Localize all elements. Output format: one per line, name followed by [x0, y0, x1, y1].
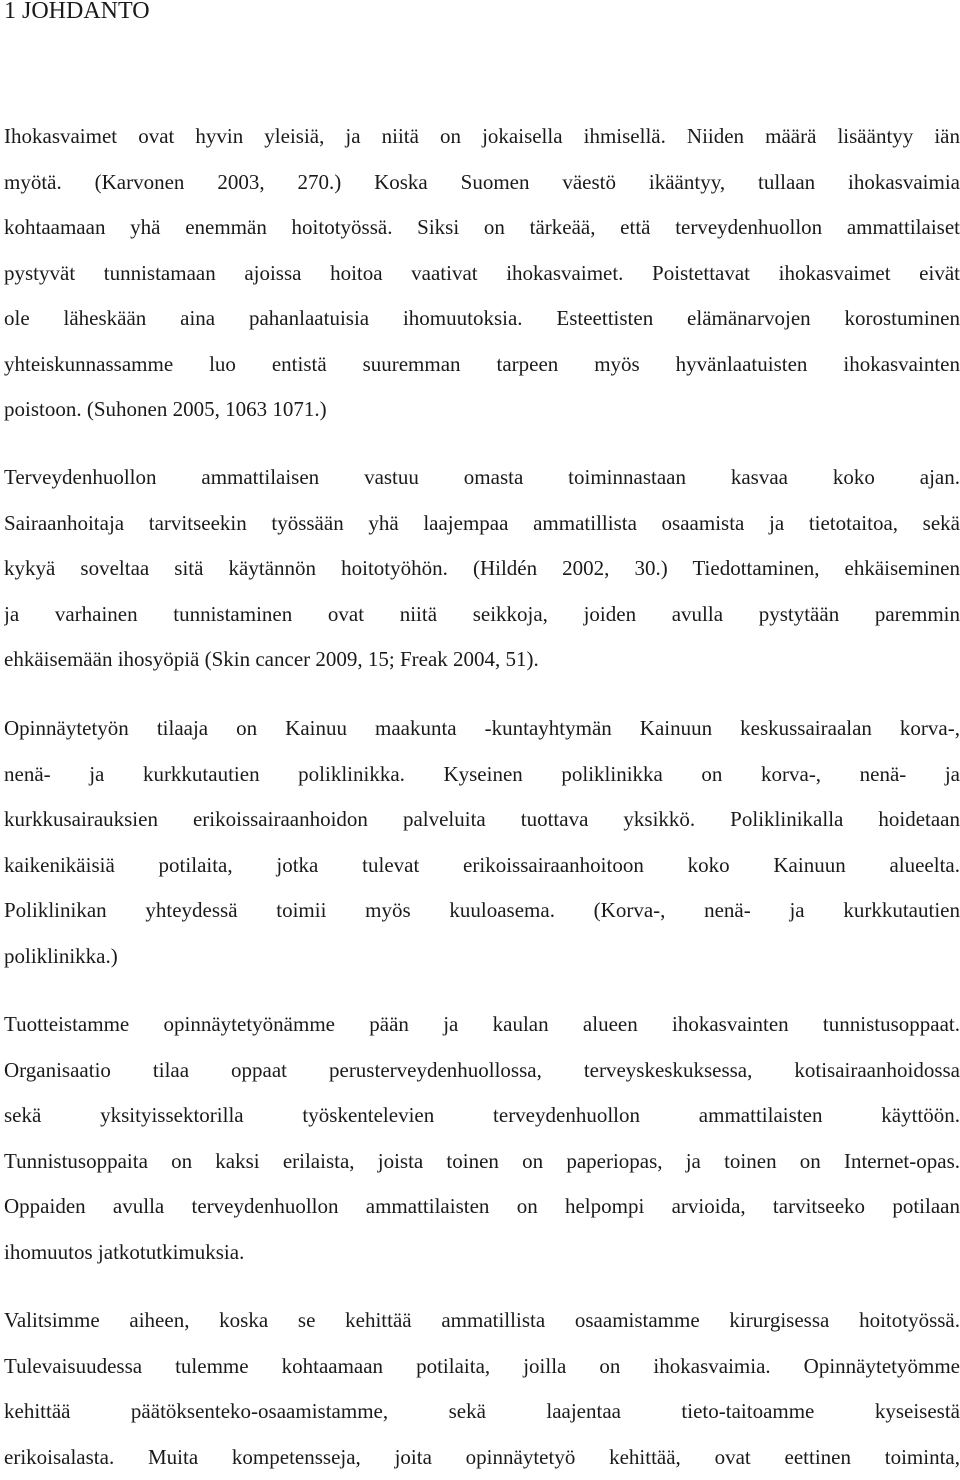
text-line: Valitsimme aiheen, koska se kehittää ammatillista osaamistamme kirurgisessa hoitotyössä.	[4, 1298, 960, 1344]
text-line: nenä- ja kurkkutautien poliklinikka. Kyseinen poliklinikka on korva-, nenä- ja	[4, 752, 960, 798]
text-line: Tuotteistamme opinnäytetyönämme pään ja kaulan alueen ihokasvainten tunnistusoppaat.	[4, 1002, 960, 1048]
text-line: kaikenikäisiä potilaita, jotka tulevat erikoissairaanhoitoon koko Kainuun alueelta.	[4, 843, 960, 889]
paragraph-client	[4, 706, 960, 979]
text-line: ihomuutos jatkotutkimuksia.	[4, 1230, 960, 1276]
text-line: kurkkusairauksien erikoissairaanhoidon palveluita tuottava yksikkö. Poliklinikalla hoidetaan	[4, 797, 960, 843]
paragraph-product	[4, 1002, 960, 1275]
paragraph-intro	[4, 114, 960, 433]
text-line: kehittää päätöksenteko-osaamistamme, sekä laajentaa tieto-taitoamme kyseisestä	[4, 1389, 960, 1435]
paragraph-motivation	[4, 1298, 960, 1480]
text-line: pystyvät tunnistamaan ajoissa hoitoa vaativat ihokasvaimet. Poistettavat ihokasvaimet eivät	[4, 251, 960, 297]
text-line: Tulevaisuudessa tulemme kohtaamaan potilaita, joilla on ihokasvaimia. Opinnäytetyömme	[4, 1344, 960, 1390]
text-line: Terveydenhuollon ammattilaisen vastuu omasta toiminnastaan kasvaa koko ajan.	[4, 455, 960, 501]
text-line: Tunnistusoppaita on kaksi erilaista, joista toinen on paperiopas, ja toinen on Internet-opas.	[4, 1139, 960, 1185]
text-line: Organisaatio tilaa oppaat perusterveydenhuollossa, terveyskeskuksessa, kotisairaanhoidossa	[4, 1048, 960, 1094]
text-line: kykyä soveltaa sitä käytännön hoitotyöhön. (Hildén 2002, 30.) Tiedottaminen, ehkäiseminen	[4, 546, 960, 592]
text-line: ehkäisemään ihosyöpiä (Skin cancer 2009, 15; Freak 2004, 51).	[4, 637, 960, 683]
text-line: sekä yksityissektorilla työskentelevien terveydenhuollon ammattilaisten käyttöön.	[4, 1093, 960, 1139]
text-line: Poliklinikan yhteydessä toimii myös kuuloasema. (Korva-, nenä- ja kurkkutautien	[4, 888, 960, 934]
text-line: erikoisalasta. Muita kompetensseja, joita opinnäytetyö kehittää, ovat eettinen toiminta,	[4, 1435, 960, 1480]
text-line: poistoon. (Suhonen 2005, 1063 1071.)	[4, 387, 960, 433]
text-line: kohtaamaan yhä enemmän hoitotyössä. Siksi on tärkeää, että terveydenhuollon ammattilaiset	[4, 205, 960, 251]
text-line: ole läheskään aina pahanlaatuisia ihomuutoksia. Esteettisten elämänarvojen korostuminen	[4, 296, 960, 342]
paragraph-responsibility	[4, 455, 960, 683]
section-heading: 1 JOHDANTO	[4, 0, 150, 28]
text-line: poliklinikka.)	[4, 934, 960, 980]
text-line: myötä. (Karvonen 2003, 270.) Koska Suomen väestö ikääntyy, tullaan ihokasvaimia	[4, 160, 960, 206]
text-line: Sairaanhoitaja tarvitseekin työssään yhä laajempaa ammatillista osaamista ja tietotaitoa, sekä	[4, 501, 960, 547]
text-line: Oppaiden avulla terveydenhuollon ammattilaisten on helpompi arvioida, tarvitseeko potilaan	[4, 1184, 960, 1230]
text-line: ja varhainen tunnistaminen ovat niitä seikkoja, joiden avulla pystytään paremmin	[4, 592, 960, 638]
text-line: Ihokasvaimet ovat hyvin yleisiä, ja niitä on jokaisella ihmisellä. Niiden määrä lisääntyy iän	[4, 114, 960, 160]
text-line: yhteiskunnassamme luo entistä suuremman tarpeen myös hyvänlaatuisten ihokasvainten	[4, 342, 960, 388]
text-line: Opinnäytetyön tilaaja on Kainuu maakunta -kuntayhtymän Kainuun keskussairaalan korva-,	[4, 706, 960, 752]
